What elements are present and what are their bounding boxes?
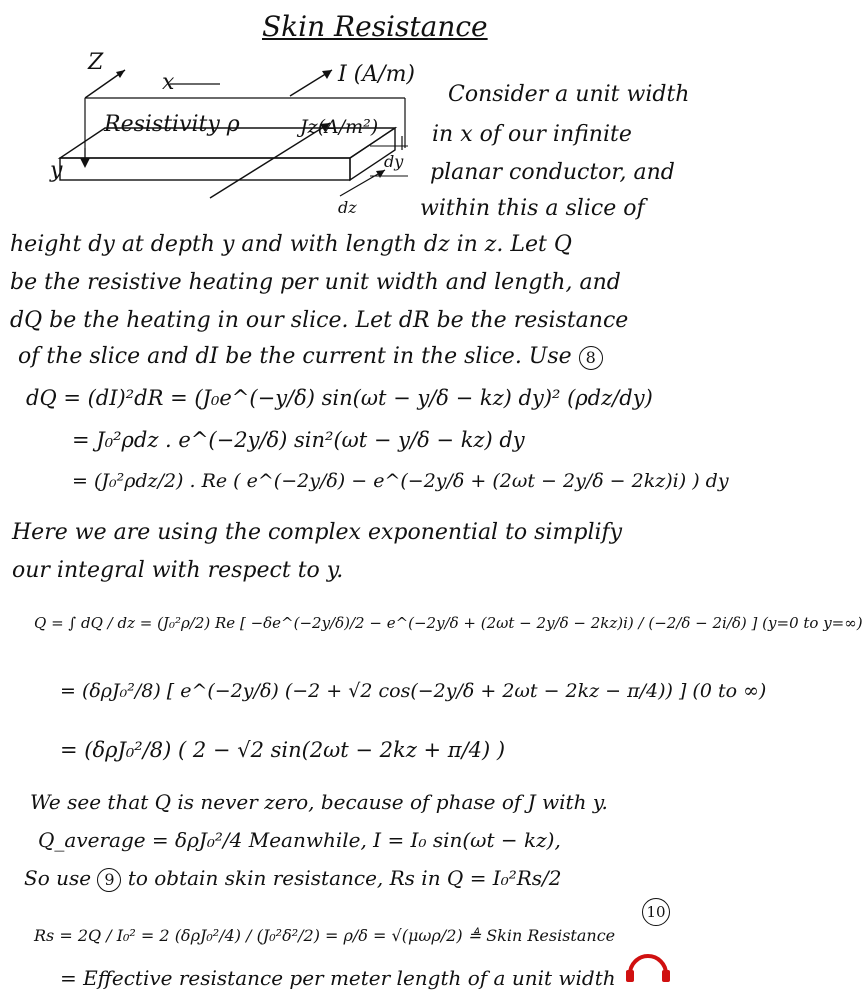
equation-line: = (J₀²ρdz/2) . Re ( e^(−2y/δ) − e^(−2y/δ + (2ωt − 2y/δ − 2kz)i) ) dy <box>72 470 729 492</box>
paragraph-line: We see that Q is never zero, because of phase of J with y. <box>30 790 608 814</box>
equation-line: = J₀²ρdz . e^(−2y/δ) sin²(ωt − y/δ − kz) dy <box>72 428 525 452</box>
current-label: I (A/m) <box>338 62 416 87</box>
paragraph-line: Q_average = δρJ₀²/4 Meanwhile, I = I₀ sin(ωt − kz), <box>38 828 561 852</box>
axis-z-label: Z <box>88 50 104 75</box>
side-text-line: Consider a unit width <box>448 82 690 107</box>
paragraph-line: Here we are using the complex exponential to simplify <box>12 520 623 545</box>
side-text-line: within this a slice of <box>420 196 645 221</box>
equation-line: = (δρJ₀²/8) [ e^(−2y/δ) (−2 + √2 cos(−2y/δ + 2ωt − 2kz − π/4)) ] (0 to ∞) <box>60 680 767 702</box>
dz-label: dz <box>338 198 357 217</box>
page-title: Skin Resistance <box>262 10 488 43</box>
equation-line: = (δρJ₀²/8) ( 2 − √2 sin(2ωt − 2kz + π/4) ) <box>60 738 506 762</box>
dy-label: dy <box>384 152 404 171</box>
headphones-icon[interactable] <box>624 944 672 984</box>
equation-ref-circle: 8 <box>579 346 603 370</box>
page-number: 10 <box>642 898 670 926</box>
equation-line: Rs = 2Q / I₀² = 2 (δρJ₀²/4) / (J₀²δ²/2) = ρ/δ = √(μωρ/2) ≜ Skin Resistance <box>34 926 616 945</box>
axis-x-label: x <box>162 70 175 95</box>
equation-ref-circle: 9 <box>97 868 121 892</box>
paragraph-text: to obtain skin resistance, Rs in Q = I₀²Rs/2 <box>127 866 562 890</box>
paragraph-line: dQ be the heating in our slice. Let dR be the resistance <box>10 308 629 333</box>
paragraph-line: = Effective resistance per meter length of a unit width <box>60 966 616 990</box>
paragraph-text: So use <box>24 866 92 890</box>
paragraph-line: be the resistive heating per unit width and length, and <box>10 270 621 295</box>
paragraph-line: height dy at depth y and with length dz in z. Let Q <box>10 232 572 257</box>
axis-y-label: y <box>50 158 63 183</box>
equation-line: dQ = (dI)²dR = (J₀e^(−y/δ) sin(ωt − y/δ − kz) dy)² (ρdz/dy) <box>26 386 653 410</box>
resistivity-label: Resistivity ρ <box>104 112 240 137</box>
jz-label: Jz(A/m²) <box>300 116 379 138</box>
paragraph-line <box>24 866 562 892</box>
side-text-line: planar conductor, and <box>430 160 675 185</box>
side-text-line: in x of our infinite <box>432 122 632 147</box>
paragraph-line <box>18 344 603 370</box>
paragraph-line: our integral with respect to y. <box>12 558 344 583</box>
equation-line: Q = ∫ dQ / dz = (J₀²ρ/2) Re [ −δe^(−2y/δ)/2 − e^(−2y/δ + (2ωt − 2y/δ − 2kz)i) / (−2/δ − 2i/δ) ] (y=0 to y=∞) <box>34 614 863 632</box>
paragraph-text: of the slice and dI be the current in the slice. Use <box>18 344 572 369</box>
